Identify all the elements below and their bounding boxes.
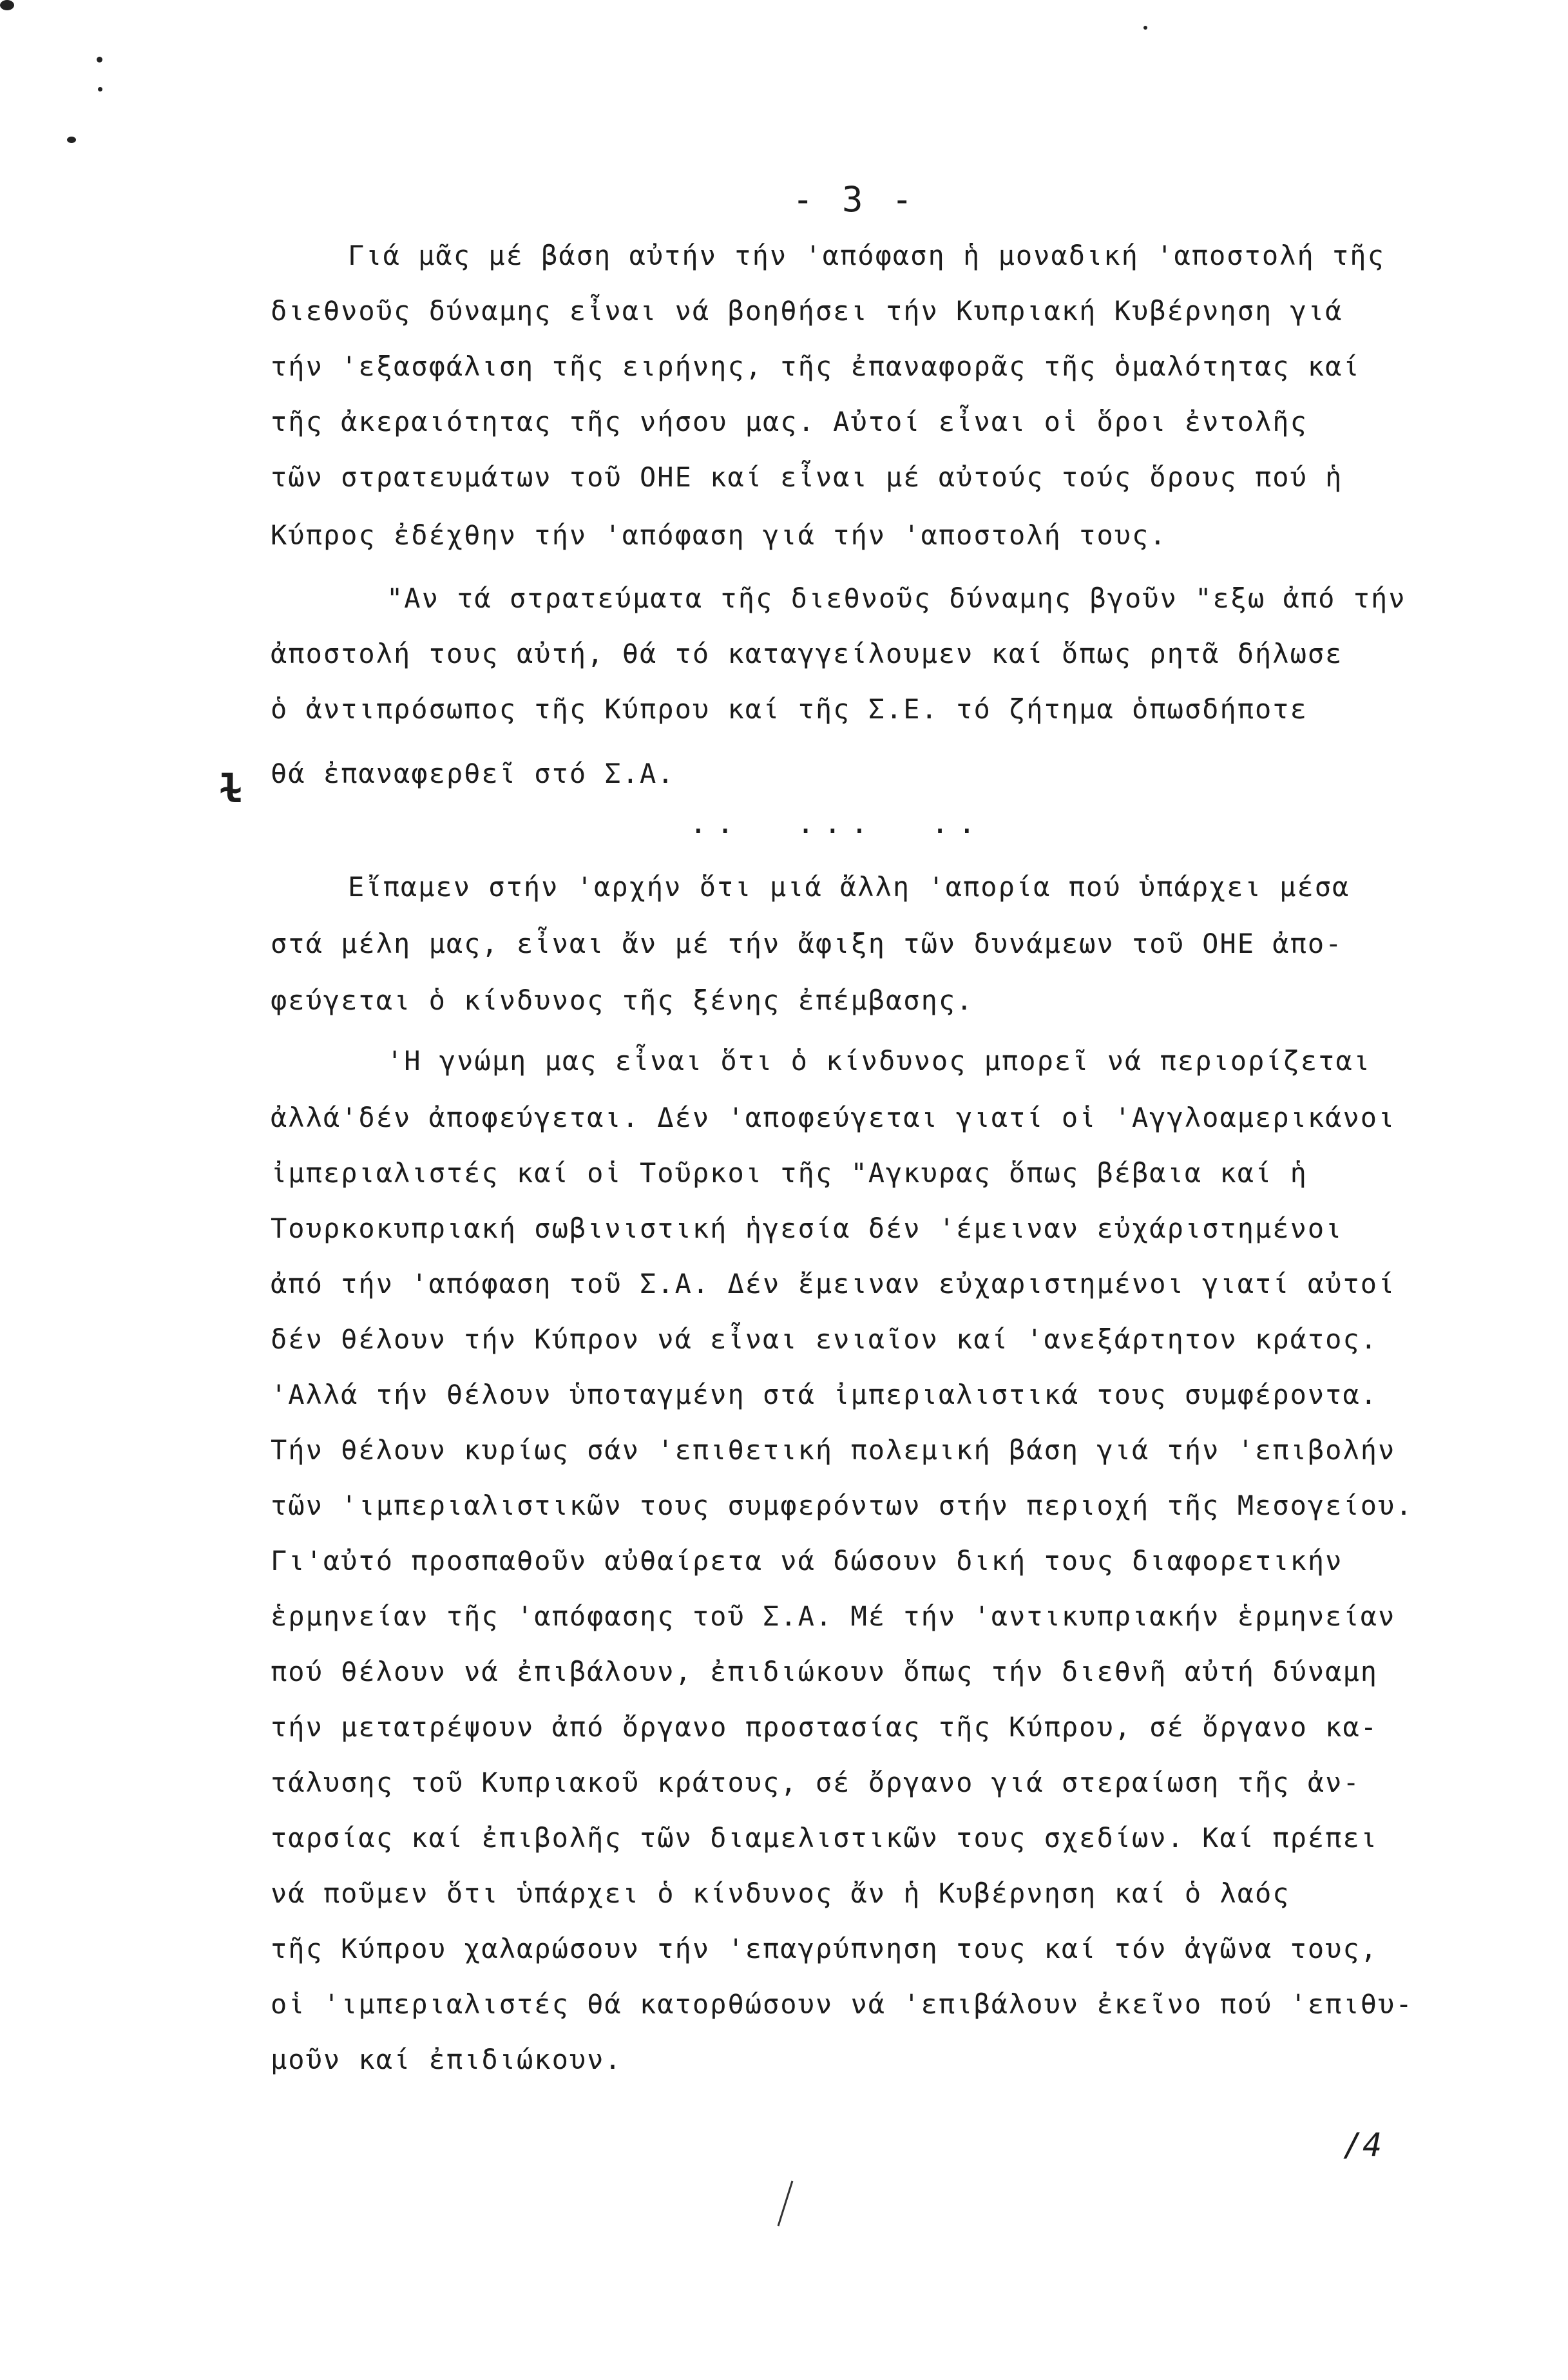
text-line: Τουρκοκυπριακή σωβινιστική ἡγεσία δέν 'έμειναν εὐχάριστημένοι — [271, 1213, 1343, 1244]
text-line: τῶν 'ιμπεριαλιστικῶν τους συμφερόντων στήν περιοχή τῆς Μεσογείου. — [271, 1490, 1413, 1521]
text-line: τῆς Κύπρου χαλαρώσουν τήν 'επαγρύπνηση τους καί τόν ἀγῶνα τους, — [271, 1933, 1379, 1964]
text-line: οἱ 'ιμπεριαλιστές θά κατορθώσουν νά 'επιβάλουν ἐκεῖνο πού 'επιθυ- — [271, 1988, 1413, 2020]
text-line: Γιά μᾶς μέ βάση αὐτήν τήν 'απόφαση ἡ μοναδική 'αποστολή τῆς — [348, 240, 1385, 271]
text-line: ἑρμηνείαν τῆς 'απόφασης τοῦ Σ.Α. Μέ τήν 'αντικυπριακήν ἑρμηνείαν — [271, 1600, 1396, 1632]
text-line: ἀλλά'δέν ἀποφεύγεται. Δέν 'αποφεύγεται γιατί οἱ 'Αγγλοαμερικάνοι — [271, 1102, 1396, 1133]
text-line: 'Η γνώμη μας εἶναι ὅτι ὁ κίνδυνος μπορεῖ νά περιορίζεται — [387, 1045, 1372, 1077]
text-line: φεύγεται ὁ κίνδυνος τῆς ξένης ἐπέμβασης. — [271, 984, 974, 1016]
text-line: πού θέλουν νά ἐπιβάλουν, ἐπιδιώκουν ὅπως τήν διεθνῆ αὐτή δύναμη — [271, 1656, 1379, 1687]
ink-speck — [67, 137, 76, 143]
text-line: ἀπό τήν 'απόφαση τοῦ Σ.Α. Δέν ἔμειναν εὐχαριστημένοι γιατί αὐτοί — [271, 1268, 1396, 1300]
text-line: τήν 'εξασφάλιση τῆς ειρήνης, τῆς ἐπαναφορᾶς τῆς ὁμαλότητας καί — [271, 350, 1361, 382]
text-line: τῆς ἀκεραιότητας τῆς νήσου μας. Αὐτοί εἶναι οἱ ὅροι ἐντολῆς — [271, 406, 1308, 437]
text-line: ὁ ἀντιπρόσωπος τῆς Κύπρου καί τῆς Σ.Ε. τό ζήτημα ὁπωσδήποτε — [271, 693, 1308, 725]
text-line: Κύπρος ἐδέχθην τήν 'απόφαση γιά τήν 'αποστολή τους. — [271, 519, 1167, 551]
text-line: ἰμπεριαλιστές καί οἱ Τοῦρκοι τῆς "Αγκυρας ὅπως βέβαια καί ἡ — [271, 1157, 1308, 1189]
margin-mark: ɫ — [219, 767, 243, 812]
text-line: τῶν στρατευμάτων τοῦ ΟΗΕ καί εἶναι μέ αὐτούς τούς ὅρους πού ἡ — [271, 461, 1343, 493]
page-number: - 3 - — [792, 179, 917, 220]
text-line: Τήν θέλουν κυρίως σάν 'επιθετική πολεμική βάση γιά τήν 'επιβολήν — [271, 1434, 1396, 1466]
ink-speck — [0, 0, 14, 10]
text-line: 'Αλλά τήν θέλουν ὑποταγμένη στά ἰμπεριαλιστικά τους συμφέροντα. — [271, 1379, 1379, 1410]
text-line: δέν θέλουν τήν Κύπρον νά εἶναι ενιαῖον καί 'ανεξάρτητον κράτος. — [271, 1323, 1379, 1355]
text-line: τάλυσης τοῦ Κυπριακοῦ κράτους, σέ ὄργανο γιά στεραίωση τῆς ἀν- — [271, 1767, 1361, 1798]
continuation-mark: /4 — [1343, 2126, 1382, 2164]
text-line: ἀποστολή τους αὐτή, θά τό καταγγείλουμεν καί ὅπως ρητᾶ δήλωσε — [271, 638, 1343, 669]
pen-stroke — [773, 2178, 799, 2229]
ink-speck — [98, 87, 102, 91]
text-line: ταρσίας καί ἐπιβολῆς τῶν διαμελιστικῶν τους σχεδίων. Καί πρέπει — [271, 1822, 1379, 1854]
text-line: θά ἐπαναφερθεῖ στό Σ.Α. — [271, 758, 675, 789]
ink-speck — [1143, 26, 1147, 30]
text-line: διεθνοῦς δύναμης εἶναι νά βοηθήσει τήν Κυπριακή Κυβέρνηση γιά — [271, 295, 1343, 327]
text-line: "Αν τά στρατεύματα τῆς διεθνοῦς δύναμης βγοῦν "εξω ἀπό τήν — [387, 582, 1406, 614]
text-line: τήν μετατρέψουν ἀπό ὄργανο προστασίας τῆς Κύπρου, σέ ὄργανο κα- — [271, 1711, 1379, 1743]
text-line: στά μέλη μας, εἶναι ἄν μέ τήν ἄφιξη τῶν δυνάμεων τοῦ ΟΗΕ ἀπο- — [271, 928, 1343, 959]
text-line: μοῦν καί ἐπιδιώκουν. — [271, 2044, 622, 2075]
text-line: Γι'αὐτό προσπαθοῦν αὐθαίρετα νά δώσουν δική τους διαφορετικήν — [271, 1545, 1343, 1577]
ink-speck — [97, 57, 102, 62]
text-line: Εἴπαμεν στήν 'αρχήν ὅτι μιά ἄλλη 'απορία πού ὑπάρχει μέσα — [348, 871, 1350, 903]
section-separator: .. ... .. — [689, 805, 985, 840]
pen-stroke-line — [778, 2181, 792, 2226]
text-line: νά ποῦμεν ὅτι ὑπάρχει ὁ κίνδυνος ἄν ἡ Κυβέρνηση καί ὁ λαός — [271, 1877, 1290, 1909]
